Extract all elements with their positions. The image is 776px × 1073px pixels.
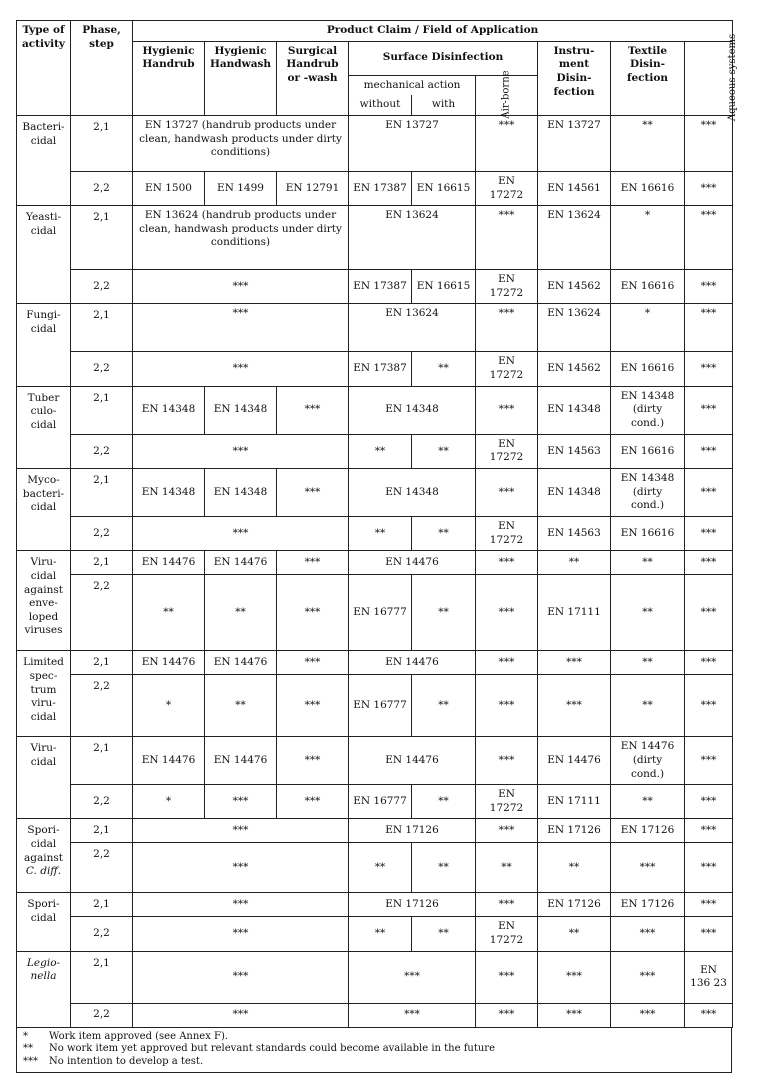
cell-airborne: *** — [476, 819, 538, 843]
cell-airborne: EN 17272 — [476, 270, 538, 304]
header-surgical: Surgical Handrub or -wash — [277, 41, 349, 115]
cell-textile: EN 16616 — [611, 352, 685, 386]
table-row-limited-spectrum-2-1 — [17, 651, 733, 675]
header-type-of-activity: Type of activity — [17, 21, 71, 116]
cell-airborne: EN 17272 — [476, 917, 538, 951]
cell-instrument: EN 17111 — [538, 785, 611, 819]
cell-hands: *** — [133, 270, 349, 304]
cell-surface-with: ** — [412, 917, 476, 951]
phase-cell: 2,2 — [71, 270, 133, 304]
cell-handwash: EN 14348 — [205, 468, 277, 516]
cell-airborne: EN 17272 — [476, 352, 538, 386]
activity-virucidal-enveloped: Viru-cidal against enve-loped viruses — [17, 551, 71, 651]
cell-handrub: EN 14476 — [133, 737, 205, 785]
cell-surface-without: EN 17387 — [349, 352, 412, 386]
cell-textile: EN 16616 — [611, 434, 685, 468]
cell-aqueous: *** — [685, 516, 733, 550]
table-row-sporicidal-2-2 — [17, 917, 733, 951]
footnote — [23, 1031, 725, 1044]
table-row-tuberculocidal-2-1 — [17, 386, 733, 434]
cell-instrument: EN 17126 — [538, 819, 611, 843]
cell-aqueous: *** — [685, 468, 733, 516]
cell-instrument: *** — [538, 951, 611, 1003]
activity-yeasticidal: Yeasti-cidal — [17, 206, 71, 304]
cell-aqueous: *** — [685, 843, 733, 893]
phase-cell: 2,2 — [71, 352, 133, 386]
cell-instrument: EN 14563 — [538, 516, 611, 550]
cell-handrub: * — [133, 675, 205, 737]
cell-textile: ** — [611, 575, 685, 651]
table-row-fungicidal-2-2 — [17, 352, 733, 386]
phase-cell: 2,2 — [71, 785, 133, 819]
cell-handwash: EN 14348 — [205, 386, 277, 434]
cell-instrument: *** — [538, 675, 611, 737]
cell-hands: *** — [133, 951, 349, 1003]
cell-textile: * — [611, 206, 685, 270]
phase-cell: 2,2 — [71, 675, 133, 737]
cell-instrument: ** — [538, 551, 611, 575]
cell-aqueous: *** — [685, 171, 733, 205]
cell-textile: EN 16616 — [611, 171, 685, 205]
cell-handrub: EN 14476 — [133, 551, 205, 575]
cell-textile: EN 17126 — [611, 819, 685, 843]
cell-aqueous: *** — [685, 651, 733, 675]
cell-handrub: EN 14348 — [133, 468, 205, 516]
cell-hands: *** — [133, 843, 349, 893]
cell-textile: EN 14348 (dirty cond.) — [611, 386, 685, 434]
cell-handwash: ** — [205, 675, 277, 737]
cell-textile: ** — [611, 675, 685, 737]
cell-handrub: EN 14476 — [133, 651, 205, 675]
cell-surface-with: ** — [412, 352, 476, 386]
cell-surface-without: EN 16777 — [349, 675, 412, 737]
cell-airborne: *** — [476, 304, 538, 352]
footnote-text: No intention to develop a test. — [49, 1055, 204, 1067]
cell-surface: EN 14476 — [349, 737, 476, 785]
cell-airborne: *** — [476, 951, 538, 1003]
standards-table — [16, 20, 739, 1028]
cell-textile: *** — [611, 1003, 685, 1027]
cell-textile: *** — [611, 843, 685, 893]
phase-cell: 2,1 — [71, 304, 133, 352]
cell-hands: *** — [133, 917, 349, 951]
standards-document — [16, 20, 739, 1073]
cell-aqueous: *** — [685, 1003, 733, 1027]
cell-aqueous: *** — [685, 270, 733, 304]
cell-instrument: EN 14348 — [538, 386, 611, 434]
cell-instrument: EN 14562 — [538, 270, 611, 304]
table-row-yeasticidal-2-1 — [17, 206, 733, 270]
cell-airborne: *** — [476, 1003, 538, 1027]
cell-instrument: ** — [538, 843, 611, 893]
activity-sporicidal-cdiff — [17, 819, 71, 893]
activity-mycobactericidal: Myco-bacteri-cidal — [17, 468, 71, 550]
cell-instrument: *** — [538, 1003, 611, 1027]
phase-cell: 2,1 — [71, 551, 133, 575]
cell-aqueous: *** — [685, 737, 733, 785]
activity-legionella-label: Legio-nella — [26, 956, 61, 983]
cell-aqueous: *** — [685, 893, 733, 917]
cell-surface-with: ** — [412, 843, 476, 893]
cell-aqueous: *** — [685, 819, 733, 843]
cell-surface: EN 14476 — [349, 651, 476, 675]
phase-cell: 2,2 — [71, 1003, 133, 1027]
table-row-legionella-2-1 — [17, 951, 733, 1003]
cell-surface: EN 14476 — [349, 551, 476, 575]
table-row-mycobactericidal-2-1 — [17, 468, 733, 516]
cell-airborne: *** — [476, 115, 538, 171]
cell-aqueous: *** — [685, 434, 733, 468]
cell-aqueous: *** — [685, 386, 733, 434]
cell-hands: *** — [133, 819, 349, 843]
cell-surface: EN 13624 — [349, 304, 476, 352]
cell-textile: EN 16616 — [611, 516, 685, 550]
cell-surface: EN 14348 — [349, 386, 476, 434]
phase-cell: 2,2 — [71, 575, 133, 651]
cell-surgical: *** — [277, 675, 349, 737]
activity-tuberculocidal: Tuber culo-cidal — [17, 386, 71, 468]
cell-textile: ** — [611, 551, 685, 575]
cell-handwash: EN 1499 — [205, 171, 277, 205]
cell-surface-without: ** — [349, 917, 412, 951]
activity-bactericidal: Bacteri-cidal — [17, 115, 71, 205]
cell-surface-with: ** — [412, 575, 476, 651]
table-row-limited-spectrum-2-2 — [17, 675, 733, 737]
cell-airborne: EN 17272 — [476, 785, 538, 819]
cell-textile: ** — [611, 651, 685, 675]
cell-airborne: EN 17272 — [476, 171, 538, 205]
cell-surface: EN 17126 — [349, 893, 476, 917]
table-row-tuberculocidal-2-2 — [17, 434, 733, 468]
cell-surface-without: EN 16777 — [349, 785, 412, 819]
cell-surface: EN 14348 — [349, 468, 476, 516]
cell-textile: ** — [611, 115, 685, 171]
phase-cell: 2,1 — [71, 893, 133, 917]
cell-airborne: EN 17272 — [476, 516, 538, 550]
cell-textile: EN 16616 — [611, 270, 685, 304]
cell-airborne: ** — [476, 843, 538, 893]
cell-surface-without: EN 17387 — [349, 171, 412, 205]
phase-cell: 2,1 — [71, 651, 133, 675]
phase-cell: 2,1 — [71, 386, 133, 434]
cell-airborne: EN 17272 — [476, 434, 538, 468]
cell-surface-without: ** — [349, 843, 412, 893]
cell-surface: *** — [349, 1003, 476, 1027]
cell-surface-without: ** — [349, 516, 412, 550]
cell-handrub: * — [133, 785, 205, 819]
cell-surgical: *** — [277, 737, 349, 785]
cell-instrument: EN 17111 — [538, 575, 611, 651]
cell-airborne: *** — [476, 386, 538, 434]
table-row-bactericidal-2-1 — [17, 115, 733, 171]
cell-aqueous: *** — [685, 785, 733, 819]
cell-instrument: *** — [538, 651, 611, 675]
cell-surgical: *** — [277, 386, 349, 434]
table-row-virucidal-2-1 — [17, 737, 733, 785]
cell-textile: * — [611, 304, 685, 352]
cell-handwash: ** — [205, 575, 277, 651]
phase-cell: 2,1 — [71, 819, 133, 843]
cell-aqueous: *** — [685, 352, 733, 386]
cell-surface-with: EN 16615 — [412, 171, 476, 205]
cell-surface: EN 17126 — [349, 819, 476, 843]
cell-surface-with: ** — [412, 516, 476, 550]
cell-surgical: *** — [277, 575, 349, 651]
cell-aqueous: *** — [685, 304, 733, 352]
cell-hands: *** — [133, 304, 349, 352]
cell-instrument: EN 14476 — [538, 737, 611, 785]
phase-cell: 2,1 — [71, 737, 133, 785]
cell-surgical: *** — [277, 551, 349, 575]
cell-surface-with: ** — [412, 785, 476, 819]
footnote-text: No work item yet approved but relevant standards could become available in the future — [49, 1043, 495, 1055]
table-row-fungicidal-2-1 — [17, 304, 733, 352]
activity-sporicidal-cdiff-organism: C. diff. — [25, 865, 62, 878]
activity-fungicidal: Fungi-cidal — [17, 304, 71, 386]
footnote-mark: ** — [23, 1043, 33, 1055]
cell-airborne: *** — [476, 651, 538, 675]
phase-cell: 2,2 — [71, 171, 133, 205]
cell-hands: EN 13624 (handrub products under clean, handwash products under dirty conditions) — [133, 206, 349, 270]
cell-aqueous: *** — [685, 206, 733, 270]
cell-instrument: EN 13727 — [538, 115, 611, 171]
cell-handrub: EN 14348 — [133, 386, 205, 434]
footnotes — [16, 1028, 732, 1073]
cell-surface: EN 13624 — [349, 206, 476, 270]
table-row-legionella-2-2 — [17, 1003, 733, 1027]
cell-handwash: EN 14476 — [205, 551, 277, 575]
footnote — [23, 1043, 725, 1056]
cell-hands: *** — [133, 1003, 349, 1027]
activity-limited-spectrum: Limited spec-trum viru-cidal — [17, 651, 71, 737]
cell-airborne: *** — [476, 893, 538, 917]
header-mechanical-action: mechanical action — [349, 75, 476, 95]
cell-hands: *** — [133, 893, 349, 917]
header-textile-disinfection: Textile Disin-fection — [611, 41, 685, 115]
table-row-sporicidal-2-1 — [17, 893, 733, 917]
table-row-virucidal-enveloped-2-2 — [17, 575, 733, 651]
cell-surface-with: ** — [412, 675, 476, 737]
activity-sporicidal-cdiff-prefix: Spori-cidal against — [24, 824, 63, 864]
cell-instrument: EN 13624 — [538, 206, 611, 270]
header-instrument-disinfection: Instru-ment Disin-fection — [538, 41, 611, 115]
cell-surgical: *** — [277, 651, 349, 675]
cell-instrument: EN 14562 — [538, 352, 611, 386]
activity-virucidal: Viru-cidal — [17, 737, 71, 819]
footnote-mark: *** — [23, 1055, 38, 1067]
table-row-mycobactericidal-2-2 — [17, 516, 733, 550]
cell-surface-without: ** — [349, 434, 412, 468]
header-aqueous-systems — [685, 34, 739, 122]
cell-surface-without: EN 17387 — [349, 270, 412, 304]
table-row-sporicidal-cdiff-2-2 — [17, 843, 733, 893]
cell-hands: *** — [133, 516, 349, 550]
table-row-sporicidal-cdiff-2-1 — [17, 819, 733, 843]
header-with: with — [412, 95, 476, 115]
footnote-text: Work item approved (see Annex F). — [49, 1030, 229, 1042]
cell-airborne: *** — [476, 575, 538, 651]
phase-cell: 2,1 — [71, 206, 133, 270]
cell-handwash: *** — [205, 785, 277, 819]
cell-airborne: *** — [476, 737, 538, 785]
cell-instrument: EN 14348 — [538, 468, 611, 516]
cell-instrument: EN 14561 — [538, 171, 611, 205]
cell-textile: EN 14348 (dirty cond.) — [611, 468, 685, 516]
phase-cell: 2,1 — [71, 468, 133, 516]
phase-cell: 2,2 — [71, 917, 133, 951]
header-hygienic-handrub: Hygienic Handrub — [133, 41, 205, 115]
cell-surface-with: ** — [412, 434, 476, 468]
activity-sporicidal: Spori-cidal — [17, 893, 71, 951]
cell-surface: EN 13727 — [349, 115, 476, 171]
phase-cell: 2,1 — [71, 115, 133, 171]
header-hygienic-handwash: Hygienic Handwash — [205, 41, 277, 115]
cell-surface-with: EN 16615 — [412, 270, 476, 304]
cell-aqueous: *** — [685, 675, 733, 737]
header-aqueous-systems-label: Aqueous systems — [727, 34, 739, 122]
header-surface-disinfection: Surface Disinfection — [349, 41, 538, 75]
header-product-claim: Product Claim / Field of Application — [133, 21, 733, 42]
activity-legionella — [17, 951, 71, 1027]
cell-instrument: EN 17126 — [538, 893, 611, 917]
cell-airborne: *** — [476, 468, 538, 516]
cell-instrument: ** — [538, 917, 611, 951]
cell-surgical: *** — [277, 468, 349, 516]
table-row-yeasticidal-2-2 — [17, 270, 733, 304]
cell-hands: *** — [133, 434, 349, 468]
cell-surgical: *** — [277, 785, 349, 819]
cell-aqueous: *** — [685, 917, 733, 951]
cell-handwash: EN 14476 — [205, 651, 277, 675]
phase-cell: 2,2 — [71, 843, 133, 893]
header-without: without — [349, 95, 412, 115]
cell-handwash: EN 14476 — [205, 737, 277, 785]
cell-airborne: *** — [476, 551, 538, 575]
cell-instrument: EN 14563 — [538, 434, 611, 468]
phase-cell: 2,1 — [71, 951, 133, 1003]
cell-textile: EN 14476 (dirty cond.) — [611, 737, 685, 785]
header-airborne-label: Air-borne — [500, 70, 512, 120]
footnote-mark: * — [23, 1030, 28, 1042]
cell-handrub: ** — [133, 575, 205, 651]
cell-aqueous: EN 136 23 — [685, 951, 733, 1003]
cell-airborne: *** — [476, 675, 538, 737]
cell-textile: *** — [611, 951, 685, 1003]
table-row-virucidal-enveloped-2-1 — [17, 551, 733, 575]
cell-textile: ** — [611, 785, 685, 819]
footnote — [23, 1056, 725, 1069]
header-row-1 — [17, 21, 733, 42]
cell-instrument: EN 13624 — [538, 304, 611, 352]
cell-textile: EN 17126 — [611, 893, 685, 917]
cell-airborne: *** — [476, 206, 538, 270]
cell-surface: *** — [349, 951, 476, 1003]
cell-handrub: EN 1500 — [133, 171, 205, 205]
header-airborne — [476, 70, 538, 120]
phase-cell: 2,2 — [71, 434, 133, 468]
cell-aqueous: *** — [685, 575, 733, 651]
cell-surgical: EN 12791 — [277, 171, 349, 205]
table-row-virucidal-2-2 — [17, 785, 733, 819]
cell-aqueous: *** — [685, 115, 733, 171]
cell-hands: EN 13727 (handrub products under clean, handwash products under dirty conditions) — [133, 115, 349, 171]
cell-hands: *** — [133, 352, 349, 386]
cell-aqueous: *** — [685, 551, 733, 575]
phase-cell: 2,2 — [71, 516, 133, 550]
table-row-bactericidal-2-2 — [17, 171, 733, 205]
header-phase-step: Phase, step — [71, 21, 133, 116]
cell-textile: *** — [611, 917, 685, 951]
cell-surface-without: EN 16777 — [349, 575, 412, 651]
